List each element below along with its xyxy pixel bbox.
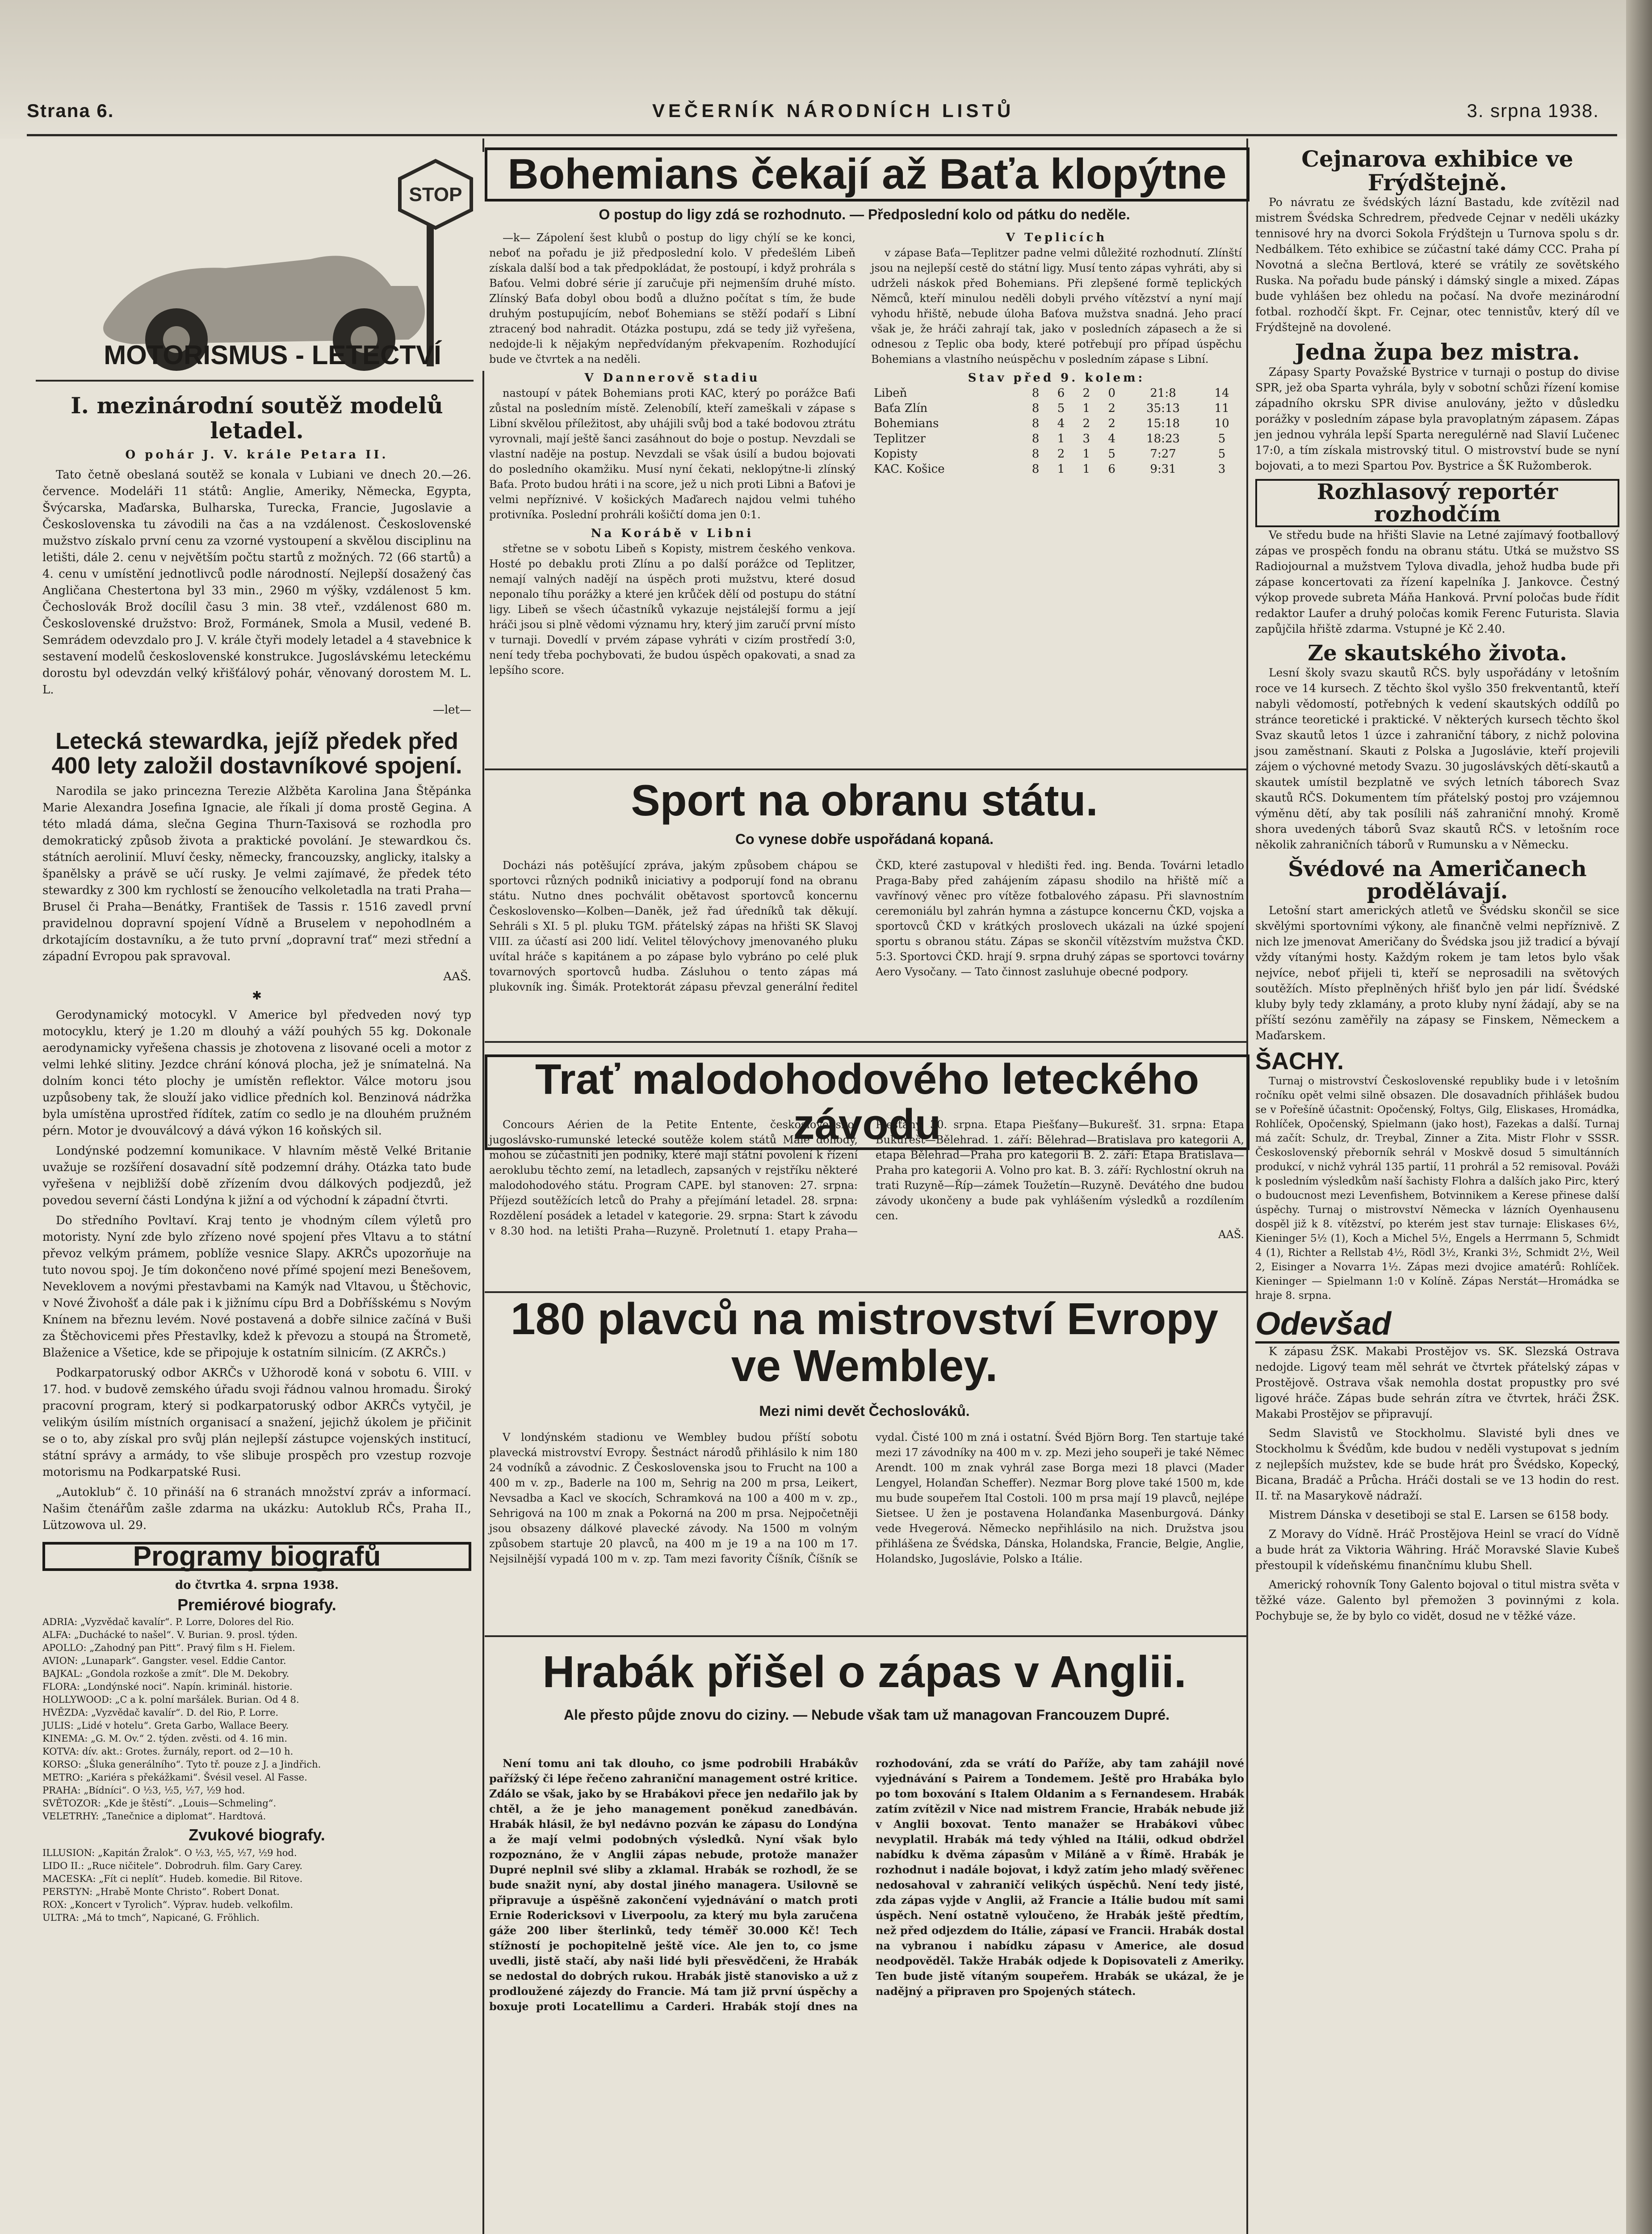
- standings-cell: 3: [1218, 462, 1226, 476]
- standings-cell: 2: [1108, 402, 1115, 415]
- standings-cell: 18:23: [1146, 432, 1180, 445]
- article-text: V londýnském stadionu ve Wembley budou příští sobotu plavecká mistrovství Evropy. Šestnáct národů přihlásilo k nim 180 24 vodníků a závodnic. Z Československa jsou to Frucht na 100 a 400 m v. zp., Baderle na 100 m, Sehrig na 200 m prsa, Leikert, Nevsadba a Kacl ve skocích, Schramková na 100 a 400 m v. zp., Sehrigová na 100 m znak a Pokorná na 200 m prsa. Nejpočetněji jsou obsazeny dálkové plavecké závody. Na 1500 m volným způsobem startuje 20 plavců, na 400 m je 19 a na 100 m 17. Nejsilnější vypadá 100 m v. zp. Tam mezi favority Číšník, Číšník se vydal. Čisté 100 m zná i ostatní. Švéd Björn Borg. Ten startuje také mezi 17 závodníky na 400 m v. zp. Mezi jeho soupeři je také Němec Arendt. 100 m znak vyhrál zase Borga mezi 18 plavci (Mader Lengyel, Holanďan Scheffer). Nezmar Borg plove také 1500 m, kde mu bude soupeřem Ital Costoli. 100 m prsa mají 19 plavců, nejlépe Sietsee. U žen je postavena Holanďanka Masenburgová. Dánky vede Hvegerová. Německo nepřihlásilo na nich. Družstva jsou přihlášena ze Švédska, Dánska, Holandska, Francie, Belgie, Anglie, Holandsko, Jugoslávie, Polsko a Itálie.: [489, 1431, 1244, 1565]
- cinema-listing: AVION: „Lunapark“. Gangster. vesel. Eddie Cantor.: [42, 1655, 286, 1667]
- headline-sport: Sport na obranu státu.: [631, 776, 1098, 825]
- standings-cell: 21:8: [1150, 386, 1176, 400]
- standings-cell: 8: [1031, 462, 1040, 476]
- subheadline-bohemians: O postup do ligy zdá se rozhodnuto. — Předposlední kolo od pátku do neděle.: [599, 206, 1130, 223]
- page-header: [27, 94, 1617, 130]
- sport-article: [489, 858, 1244, 995]
- air-race-article: [489, 1117, 1244, 1242]
- standings-row: [871, 386, 1242, 401]
- news-item: Gerodynamický motocykl. V Americe byl předveden nový typ motocyklu, který je 1.20 m dlouhý a váží pouhých 55 kg. Dokonale aerodynamicky vyřešena chassis je zhotovena z lisované oceli a motor z velmi lehké slitiny. Jezdce chrání kónová plocha, jež je snímatelná. Na dolním konci této plochy je umístěn reflektor. Válce motoru jsou uzpůsobeny tak, že slouží jako vidlice předních kol. Benzinová nádržka byla umístěna uprostřed řídítek, zatím co sedlo je na dlouhém pružném pérn. Motor je dvouválcový a dává výkon 16 koňských sil.: [42, 1008, 471, 1138]
- standings-cell: 4: [1057, 417, 1065, 430]
- standings-cell: 0: [1108, 386, 1115, 400]
- standings-cell: 8: [1031, 417, 1040, 430]
- standings-cell: 5: [1057, 402, 1065, 415]
- standings-cell: 1: [1082, 462, 1090, 476]
- section-rule: [36, 380, 474, 382]
- article-text: v zápase Baťa—Teplitzer padne velmi důležité rozhodnutí. Zlínští jsou na nejlepší cestě do státní ligy. Musí tento zápas vyhráti, aby si udrželi náskok před Bohemians. Při zlepšené formě teplických Němců, kteří minulou neděli dobyli prvého vítězství a nyní mají vyhodu hřiště, nebude úloha Baťova mužstva snadná. Jeho prací však je, že hráči zahrají tak, jako v posledních zápasech a že si odnesou z Teplic oba body, které potřebují pro případ úspěchu Bohemians a vlastního neúspěchu v posledním zápase s Libní.: [871, 247, 1242, 365]
- standings-cell: 6: [1108, 462, 1115, 476]
- article-text: nastoupí v pátek Bohemians proti KAC, který po porážce Baťi zůstal na posledním místě. Zelenobílí, kteří zameškali v zápase s Libní skvělou příležitost, aby uhájili svůj bod a také bodovou ztrátu vyrovnali, mají ještě šanci zasáhnout do boje o postup. Nevzdali se vlastní naděje na postup. Nevzdali se však úsilí a budou bojovati do posledního okamžiku. Musí nyní čekati, neklopýtne-li zlínský Baťa. Proto budou hráti i na score, jež u nich proti Libni a Baťovi je velmi nepříznivé. V košických Maďarech najdou velmi tuhého protivníka. Poslední prohráli košičtí doma jen 0:1.: [489, 387, 855, 521]
- subheadline-wembley: Mezi nimi devět Čechoslováků.: [759, 1403, 970, 1419]
- standings-cell: 1: [1057, 462, 1065, 476]
- standings-cell: 10: [1214, 417, 1229, 430]
- standings-cell: 8: [1031, 447, 1040, 461]
- news-item: Mistrem Dánska v desetiboji se stal E. Larsen se 6158 body.: [1269, 1508, 1609, 1521]
- cinema-listing: BAJKAL: „Gondola rozkoše a zmít“. Dle M. Dekobry.: [42, 1668, 289, 1680]
- column-divider-2: [1246, 139, 1248, 2234]
- page-edge: [1626, 0, 1652, 2234]
- standings-cell: 1: [1082, 402, 1090, 415]
- article-text: Letošní start amerických atletů ve Švédsku skončil se sice skvělými sportovními výkony, ale finančně velmi nepříznivě. Z nich lze jmenovat Američany do Švédska jsou již tradicí a bývají vždy vítanými hosty. Každým rokem je tam letos bylo však nejvíce, neboť přijeli ti, kteří se neprosadili na světových soutěžích. Místo přeplněných hřišť bylo jen pár lidí. Švédské kluby byly tedy zklamány, a proto kluby nyní žádají, aby se na příští sezónu zaměřily na zápasy se Finskem, Německem a Maďarskem.: [1255, 904, 1619, 1042]
- subheadline-sport: Co vynese dobře uspořádaná kopaná.: [735, 831, 994, 847]
- article-subtitle: O pohár J. V. krále Petara II.: [125, 448, 389, 462]
- standings-cell: 1: [1082, 447, 1090, 461]
- standings-cell: Teplitzer: [874, 432, 926, 445]
- standings-cell: 5: [1218, 432, 1226, 445]
- standings-cell: Baťa Zlín: [874, 402, 928, 415]
- standings-cell: 1: [1057, 432, 1065, 445]
- headline-hrabak: Hrabák přišel o zápas v Anglii.: [542, 1647, 1187, 1697]
- standings-cell: 2: [1108, 417, 1115, 430]
- standings-cell: 7:27: [1150, 447, 1176, 461]
- article-signature: AAŠ.: [1218, 1228, 1244, 1241]
- cinema-listing: PERSTYN: „Hrabě Monte Christo“. Robert Donat.: [42, 1886, 280, 1898]
- article-text: —k— Zápolení šest klubů o postup do ligy chýlí se ke konci, neboť na pořadu je již předposlední kolo. V předešlém Libeň získala další bod a tak předpokládat, že postoupí, i když prohrála s Baťou. Velmi dobré série jí zaručuje při nejmenším druhé místo. Zlínský Baťa dobyl obou bodů a dlužno počítat s tím, že bude druhým postupujícím, neboť Bohemians se stěží podaří s Libní ztracený bod nahradit. Otázka postupu, zdá se tedy již vyřešena, nedojde-li k nějakým nepředvídaným překvapením. Rozhodující bude ve čtvrtek a na neděli.: [489, 231, 855, 365]
- rule: [485, 1635, 1246, 1637]
- standings-row: [871, 401, 1242, 416]
- cinema-listing: ROX: „Koncert v Tyrolich“. Výprav. hudeb. velkofilm.: [42, 1899, 294, 1911]
- news-item: Americký rohovník Tony Galento bojoval o titul mistra světa v těžké váze. Galento byl přemožen 3 povinnými z kola. Pochybuje se, že by bylo co vidět, dosud ne v těžké váze.: [1255, 1578, 1619, 1622]
- article-title: I. mezinárodní soutěž modelů letadel.: [71, 392, 443, 444]
- issue-date: 3. srpna 1938.: [1467, 100, 1599, 121]
- bohemians-col-1: [489, 230, 855, 676]
- cinema-list: [42, 1616, 471, 1823]
- cinema-programs-title: Programy biografů: [42, 1542, 471, 1571]
- news-item: Londýnské podzemní komunikace. V hlavním městě Velké Britanie uvažuje se rozšíření dosavadní sítě podzemní dráhy. Otázka tato bude vyřešena v nejbližší době zřízením dvou dálkových podjezdů, jež povedou severní části Londýna k jižní a od východní k západní čtvrti.: [42, 1144, 471, 1208]
- standings-cell: Kopisty: [874, 447, 918, 461]
- headline-wembley: 180 plavců na mistrovství Evropy ve Wembley.: [510, 1294, 1219, 1391]
- cinema-date: do čtvrtka 4. srpna 1938.: [175, 1579, 339, 1592]
- cinema-listing: LIDO II.: „Ruce ničitele“. Dobrodruh. film. Gary Carey.: [42, 1860, 303, 1872]
- standings-cell: 5: [1108, 447, 1115, 461]
- right-column: [1255, 147, 1619, 1627]
- standings-cell: 2: [1082, 386, 1090, 400]
- premiere-heading: Premiérové biografy.: [177, 1596, 336, 1614]
- article-title: Letecká stewardka, jejíž předek před 400 lety založil dostavníkové spojení.: [51, 728, 462, 779]
- article-title: Odevšad: [1255, 1307, 1619, 1344]
- header-rule: [27, 134, 1617, 136]
- article-title: Rozhlasový reportér rozhodčím: [1255, 479, 1619, 528]
- standings-cell: 3: [1082, 432, 1090, 445]
- standings-cell: 4: [1108, 432, 1115, 445]
- article-text: Docházi nás potěšující zpráva, jakým způsobem chápou se sportovci různých podniků iniciativy a podporují fond na obranu státu. Nutno dnes pochválit obětavost sportovců koncernu Československo—Kolben—Daněk, jež řad úředníků tak děkují. Sehráli s XI. 5 pl. pluku TGM. přátelský zápas na hřišti SK Slavoj VIII. za účastí asi 200 lidí. Velitel tělovýchovy jmenovaného pluku uvítal hráče s kapitánem a po zápase bylo vybráno po celé pluk tovarnových sportovců hudba. Zásluhou o tento zápas má plukovník ing. Šimák. Protektorát zápasu převzal generální ředitel ČKD, které zastupoval v hledišti řed. ing. Benda. Továrni letadlo Praga-Baby před zahájením zápasu shodilo na hřiště míč a vavřínový věnec pro vítěze fotbalového zápasu. Při slavnostním ceremoniálu byl zahrán hymna a zástupce koncernu ČKD, vojska a sportovců ČKD v krátkých proslovech ukázali na úzké spojení sportu s obranou státu. Zápas se skončil vítězstvím mužstva ČKD. 5:3. Sportovci ČKD. hrají 9. srpna druhý zápas se sportovci továrny Aero Vysočany. — Tato činnost zasluhuje obecné podpory.: [489, 859, 1244, 993]
- cinema-listing: JULIS: „Lidé v hotelu“. Greta Garbo, Wallace Beery.: [42, 1720, 289, 1731]
- section-title: MOTORISMUS - LETECTVÍ: [104, 340, 441, 370]
- cinema-listing: METRO: „Kariéra s překážkami“. Švésil vesel. Al Fasse.: [42, 1772, 307, 1783]
- article-text: Concours Aérien de la Petite Entente, československo-jugoslávsko-rumunské letecké soutěže kolem států Malé dohody, mohou se zúčastniti jen podniky, které mají státní povolení k řízení aeroklubu těchto zemí, na letadlech, zapsaných v rejstříku některé malodohodového státu. Program CAPE. byl stanoven: 27. srpna: Příjezd soutěžících letců do Prahy a přejímání letadel. 28. srpna: Rozdělení posádek a letadel v kategorie. 29. srpna: Start k závodu v 8.30 hod. na letišti Praha—Ruzyně. Proletnutí 1. etapy Praha—Piešťany. 30. srpna. Etapa Piešťany—Bukurešť. 31. srpna: Etapa Bukurešť—Bělehrad. 1. září: Bělehrad—Bratislava pro kategorii A, etapa Bělehrad—Praha pro kategorii B. 2. září: Etapa Bratislava—Praha pro kategorii A. Volno pro kat. B. 3. září: Rychlostní okruh na trati Ruzyně—Říp—zámek Toužetín—Ruzyně. Devátého dne budou závody ukončeny a bude pak vyhlášením výsledků a rozdílením cen.: [489, 1118, 1244, 1237]
- left-column-articles: I. mezinárodní soutěž modelů letadel. O pohár J. V. krále Petara II. Tato četně obeslaná soutěž se konala v Lubiani ve dnech 20.—26. července. Modeláři 11 států: Anglie, Ameriky, Německa, Egypta, Švýcarska, Maďarska, Bulharska, Turecka, Francie, Jugoslavie a Československa tu závodili na čas a na vzdálenost. Československé mužstvo získalo první cenu za vzorné vystoupení a skvělou disciplinu na letišti, dále 2. cenu v největším počtu startů z možných. 72 (66 startů) a 4. cenu v umístění jednotlivců podle národností. Nejlepší dosažený čas Angličana Chestertona byl 33 min., 2960 m výšky, vzdálenost 5 km. Čechoslovák Brož docílil času 3 min. 38 vteř., vzdálenost 680 m. Československé družstvo: Brož, Formánek, Smola a Musil, vedené B. Semrádem odevzdalo pro J. V. krále čtyři modely letadel a 4 stavebnice k sestavení modelů československé konstrukce. Jugoslávskému leteckému dorostu byl odevzdán velký křišťálový pohár, věnovaný dorostem M. L. L. —let— Letecká stewardka, jejíž předek před 400 lety založil dostavníkové spojení. Narodila se jako princezna Terezie Alžběta Karolina Jana Štěpánka Marie Alexandra Josefina Ignacie, ale říkali jí doma prostě Gegina. A této mladá dáma, slečna Gegina Thurn-Taxisová se rozhodla pro demokratický způsob života a praktické povolání. Je stewardkou čs. státních aerolinií. Mluví česky, německy, francouzsky, anglicky, italsky a španělsky a právě se učí rusky. Je velmi zajímavé, že předek této stewardky z 300 km rychlostí se ženoucího velkoletadla na trati Praha—Brusel či Praha—Benátky, František de Tassis r. 1516 zavedl první pravidelnou dopravní spojení Vídně a Bruselem v nepohodlném a drkotajícím dostavníku, a že tuto první „dopravní trať“ mezi střední a západní Evropou pak spravoval. AAŠ. ✱ Gerodynamický motocykl. V Americe byl předveden nový typ motocyklu, který je 1.20 m dlouhý a váží pouhých 55 kg. Dokonale aerodynamicky vyřešena chassis je zhotovena z lisované oceli a motor z velmi lehké slitiny. Jezdce chrání kónová plocha, jež je snímatelná. Na dolním konci této plochy je umístěn reflektor. Válce motoru jsou uzpůsobeny tak, že slouží jako vidlice předních kol. Benzinová nádržka byla umístěna uprostřed řídítek, zatím co sedlo je na dlouhém pružném pérn. Motor je dvouválcový a dává výkon 16 koňských sil. Londýnské podzemní komunikace. V hlavním městě Velké Britanie uvažuje se rozšíření dosavadní sítě podzemní dráhy. Otázka tato bude vyřešena v nejbližší době zřízením dvou dálkových podjezdů, jež povedou severní části Londýna k jižní a od východní k západní čtvrti. Do středního Povltaví. Kraj tento je vhodným cílem výletů pro motoristy. Nyní zde bylo zřízeno nové spojení přes Vltavu a to státní převoz velkým prámem, poblíže vesnice Slapy. AKRČs upozorňuje na tuto novou spoj. Je tím dokončeno nové přímé spojení mezi Benešovem, Neveklovem a novými přestavbami na Kamýk nad Vltavou, u Štěchovic, v Nové Živohošť a dále pak i k jižnímu cípu Brd a Dobříšskému s Novým Knínem na březnu levém. Nové postavená a dobře silnice začíná v Buši za Štěchovicemi přes Přestavlky, kdež k převozu a stoupá na Štrometě, Blaženice a Všetice, kde se připojuje k ostatním silnicím. (Z AKRČs.) Podkarpatoruský odbor AKRČs v Užhorodě koná v sobotu 6. VIII. v 17. hod. v budově zemského úřadu svoji řádnou valnou hromadu. Široký pracovní program, který si podkarpatoruský odbor AKRČs vytyčil, je velikým úsilím místních organisací a snažení, jejichž úkolem je přičinit se o to, aby získal pro svůj plán nejlepší zástupce vojenských institucí, státní správy a armády, to vše slibuje prospěch pro vzestup rozvoje motorismu na Podkarpatské Rusi. „Autoklub“ č. 10 přináší na 6 stranách množství zpráv a informací. Našim čtenářům zašle zdarma na ukázku: Autoklub RČs, Praha II., Lützowova ul. 29. Programy biografů do čtvrtka 4. srpna 1938. Premiérové biografy. ADRIA: „Vyzvědač kavalír“. P. Lorre, Dolores del Rio. ALFA: „Duchácké to našel“. V. Burian. 9. prosl. týden. APOLLO: „Zahodný pan Pitt“. Pravý film s H. Fielem. AVION: „Lunapark“. Gangster. vesel. Eddie Cantor. BAJKAL: „Gondola rozkoše a zmít“. Dle M. Dekobry. FLORA: „Londýnské noci“. Napín. kriminál. historie. HOLLYWOOD: „C a k. polní maršálek. Burian. Od 4 8. HVĚZDA: „Vyzvědač kavalír“. D. del Rio, P. Lorre. JULIS: „Lidé v hotelu“. Greta Garbo, Wallace Beery. KINEMA: „G. M. Ov.“ 2. týden. zvěsti. od 4. 16 min. KOTVA: dív. akt.: Grotes. žurnály, report. od 2—10 h. KORSO: „Šluka generálního“. Tyto tř. pouze z J. a Jindřich. METRO: „Kariéra s překážkami“. Švésil vesel. Al Fasse. PRAHA: „Bídníci“. O ½3, ½5, ½7, ½9 hod. SVĚTOZOR: „Kde je štěstí“. „Louis—Schmeling“. VELETRHY: „Tanečnice a diplomat“. Hardtová. Zvukové biografy. ILLUSION: „Kapitán Žralok“. O ½3, ½5, ½7, ½9 hod. LIDO II.: „Ruce ničitele“. Dobrodruh. film. Gary Carey. MACESKA: „Fít ci neplít“. Hudeb. komedie. Bil Ritove. PERSTYN: „Hrabě Monte Christo“. Robert Donat. ROX: „Koncert v Tyrolich“. Výprav. hudeb. velkofilm. ULTRA: „Má to tmch“, Napicané, G. Fröhlich.: [42, 389, 471, 1924]
- cinema-list-2: [42, 1847, 471, 1924]
- article-signature: AAŠ.: [443, 970, 471, 984]
- news-item: Podkarpatoruský odbor AKRČs v Užhorodě koná v sobotu 6. VIII. v 17. hod. v budově zemského úřadu svoji řádnou valnou hromadu. Široký pracovní program, který si podkarpatoruský odbor AKRČs vytyčil, je velikým úsilím místních organisací a snažení, jejichž úkolem je přičinit se o to, aby získal pro svůj plán nejlepší zástupce vojenských institucí, státní správy a armády, to vše slibuje prospěch pro vzestup rozvoje motorismu na Podkarpatské Rusi.: [42, 1366, 471, 1479]
- cinema-listing: ULTRA: „Má to tmch“, Napicané, G. Fröhlich.: [42, 1912, 260, 1923]
- standings-cell: 15:18: [1146, 417, 1180, 430]
- cinema-listing: KINEMA: „G. M. Ov.“ 2. týden. zvěsti. od 4. 16 min.: [42, 1733, 287, 1744]
- standings-cell: 2: [1082, 417, 1090, 430]
- standings-cell: 6: [1057, 386, 1065, 400]
- standings-row: [871, 446, 1242, 462]
- rule: [485, 1291, 1246, 1293]
- cinema-listing: KORSO: „Šluka generálního“. Tyto tř. pouze z J. a Jindřich.: [42, 1759, 321, 1770]
- rule: [485, 768, 1246, 770]
- cinema-listing: MACESKA: „Fít ci neplít“. Hudeb. komedie. Bil Ritove.: [42, 1873, 303, 1885]
- cinema-listing: HOLLYWOOD: „C a k. polní maršálek. Burian. Od 4 8.: [42, 1694, 299, 1705]
- standings-cell: Bohemians: [874, 417, 939, 430]
- cinema-listing: SVĚTOZOR: „Kde je štěstí“. „Louis—Schmeling“.: [42, 1798, 277, 1809]
- news-item: „Autoklub“ č. 10 přináší na 6 stranách množství zpráv a informací. Našim čtenářům zašle zdarma na ukázku: Autoklub RČs, Praha II., Lützowova ul. 29.: [42, 1486, 471, 1533]
- news-item: Z Moravy do Vídně. Hráč Prostějova Heinl se vrací do Vídně a bude hrát za Viktoria Währing. Hráč Moravské Slavie Kubeš přestoupil k vídeňskému finančnímu klubu Shell.: [1255, 1527, 1619, 1572]
- hrabak-article: [489, 1756, 1244, 2014]
- standings-row: [871, 462, 1242, 477]
- article-text: Ve středu bude na hřišti Slavie na Letné zajímavý footballový zápas ve prospěch fondu na obranu státu. Utká se mužstvo SS Radiojournal a mužstvem Tylova divadla, jehož hudba bude při zápase koncertovati za řízení kapelníka J. Jankovce. Čestný výkop provede subreta Máňa Hanková. První poločas bude řídit redaktor Laufer a druhý poločas komik Ferenc Futurista. Slavia zapůjčila hřiště zdarma. Vstupné je Kč 2.40.: [1255, 529, 1619, 636]
- standings-cell: 8: [1031, 432, 1040, 445]
- standings-table: [871, 386, 1242, 477]
- article-text: Narodila se jako princezna Terezie Alžběta Karolina Jana Štěpánka Marie Alexandra Josefina Ignacie, ale říkali jí doma prostě Gegina. A této mladá dáma, slečna Gegina Thurn-Taxisová se rozhodla pro demokratický způsob života a praktické povolání. Je stewardkou čs. státních aerolinií. Mluví česky, německy, francouzsky, anglicky, italsky a španělsky a právě se učí rusky. Je velmi zajímavé, že předek této stewardky z 300 km rychlostí se ženoucího velkoletadla na trati Praha—Brusel či Praha—Benátky, František de Tassis r. 1516 zavedl první pravidelnou dopravní spojení Vídně a Bruselem v nepohodlném a drkotajícím dostavníku, a že tuto první „dopravní trať“ mezi střední a západní Evropou pak spravoval.: [42, 785, 471, 964]
- cinema-listing: HVĚZDA: „Vyzvědač kavalír“. D. del Rio, P. Lorre.: [42, 1707, 279, 1718]
- article-signature: —let—: [432, 703, 471, 717]
- standings-cell: KAC. Košice: [874, 462, 945, 476]
- page-number: Strana 6.: [27, 100, 114, 121]
- motorsport-illustration: [78, 152, 494, 371]
- standings-cell: 8: [1031, 386, 1040, 400]
- article-text: Po návratu ze švédských lázní Bastadu, kde zvítězil nad mistrem Švédska Schredrem, předvede Cejnar v neděli ukázky tennisové hry na dvorci Sokola Frýdštejn u Turnova spolu s dr. Nedbálkem. Této exhibice se zúčastní také dámy CCC. Praha pí Novotná a slečna Bertlová, které se vrátily ze sovětského Ruska. Na pořadu bude pánský i dámský single a mixed. Zápas bude vyhlášen bez ohledu na počasí. Na dvoře mezinárodní fotbal. rozhodčí škpt. Fr. Cejnar, otec tennistův, který díl ve Frýdštejně na dovolené.: [1255, 196, 1619, 334]
- standings-row: [871, 416, 1242, 431]
- news-item: K zápasu ŽSK. Makabi Prostějov vs. SK. Slezská Ostrava nedojde. Ligový team měl sehrát ve čtvrtek přátelský zápas v Prostějově. Ostrava však nemohla dostat propustky pro své ligové hráče. Zápas bude sehrán zítra ve čtvrtek, hráči ŽSK. Makabi Prostějov se připravují.: [1255, 1344, 1619, 1420]
- subheadline-hrabak: Ale přesto půjde znovu do ciziny. — Nebude však tam už managovan Francouzem Dupré.: [563, 1707, 1170, 1723]
- subhead: V Teplicích: [1006, 231, 1107, 244]
- column-divider-1: [482, 139, 484, 2234]
- cinema-listing: ADRIA: „Vyzvědač kavalír“. P. Lorre, Dolores del Rio.: [42, 1617, 294, 1628]
- standings-row: [871, 431, 1242, 446]
- bohemians-col-2: [871, 230, 1242, 477]
- article-text: Lesní školy svazu skautů RČS. byly uspořádány v letošním roce ve 14 kursech. Z těchto škol vyšlo 350 frekventantů, kteří nabyli vědomostí, potřebných k vedení skautských oddílů po stránce teoretické i praktické. V některých kursech těchto škol Svaz skautů letos 1 úzce i zahraniční tábory, z nichž polovina jsou zaměstnaní. Skauti z Polska a Jugoslávie, kteří projevili zájem o výchovné metody Svazu. 30 jugoslávských dětí-skautů a skautek umístil bezplatně ve svých letních táborech Svaz skautů RČS. Dokumentem tím přátelský postoj pro vzájemnou výměnu dětí, aby tak posílili náš zahraniční mnohý. Kromě shora uvedených táborů Svaz skautů RČS. v letošním roce několik zahraničních táborů v Rumunsku a v Německu.: [1255, 666, 1619, 851]
- standings-cell: 14: [1214, 386, 1229, 400]
- standings-cell: 2: [1057, 447, 1065, 461]
- article-text: Není tomu ani tak dlouho, co jsme podrobili Hrabákův pařížský či lépe řečeno zahraniční management ostré kritice. Zdálo se však, jako by se Hrabákovi přece jen nedařilo jak by chtěl, a že je jeho management poněkud zanedbáván. Hrabák hlásil, že byl nedávno pozván ke zápasu do Londýna a že mají velmi podobných výsledků. Nyní však bylo rozpoznáno, že v Anglii zápas nebude, protože manažer Dupré neplnil své sliby a zklamal. Hrabák se rozhodl, že se bude snažit nyní, aby dostal jiného managera. Usilovně se připravuje a úspěšně zakončení vyjednávání o match proti Ernie Rodericksovi v Liverpoolu, za který mu byla zaručena gáže 200 liber šterlinků, tedy téměř 30.000 Kč! Tech stížností je pochopitelně ještě více. Ale jen to, co jsme uvedli, jistě stačí, aby naši lidé byli přesvědčeni, že Hrabák se nedostal do dobrých rukou. Hrabák jistě stanovisko a už z prodloužené zájezdy do Francie. Má tam již první úspěchy a boxuje proti Locatellimu a Carderi. Hrabák stojí dnes na rozhodování, zda se vrátí do Paříže, aby tam zahájil nové vyjednávání s Pairem a Tondemem. Ještě pro Hrabáka bylo po tom boxování s Italem Oldanim a s Fernandesem. Hrabák zatím zvítězil v Nice nad mistrem Francie, Hrabák nebude již v Anglii boxovat. Tento manažer se Hrabákovi vůbec nevyplatil. Hrabák má tedy výhled na Itálii, odkud obdržel nabídku k dvěma zápasům v Miláně a v Římě. Hrabák je rozhodnut i nadále bojovat, i když zatím jeho mladý svěřenec nedosahoval v zahraničí velikých úspěchů. Není tedy jisté, zda zápas vyjde v Anglii, až Francie a Itálie budou mít sami úspěch. Není ostatně vyloučeno, že Hrabák ještě předtím, než před odjezdem do Itálie, zápasí ve Francii. Hrabák dostal na vybranou i nabídku zápasu v Americe, ale dosud neodpověděl. Takže Hrabák odjede k Dopisovateli z Ameriky. Ten bude jistě vítaným soupeřem. Hrabák se ukázal, že je nadějný a připraven pro Spojených státech.: [489, 1757, 1244, 2013]
- article-title: ŠACHY.: [1255, 1048, 1344, 1075]
- newspaper-title: VEČERNÍK NÁRODNÍCH LISTŮ: [652, 100, 1015, 121]
- news-item: Sedm Slavistů ve Stockholmu. Slavisté byli dnes ve Stockholmu k Švédům, kde budou v neděli vystupovat s jedním z nejlepších mužstev, kde se bude hrát pro Švédsko, Kopecký, Bicana, Bradáč a Průcha. Hráči dostali se ve 13 hodin do rest. II. tř. na Masarykově nádraží.: [1255, 1426, 1619, 1502]
- subhead: Na Korábě v Libni: [591, 527, 754, 540]
- cinema-listing: KOTVA: dív. akt.: Grotes. žurnály, report. od 2—10 h.: [42, 1746, 294, 1757]
- subhead: V Dannerově stadiu: [584, 371, 760, 385]
- article-text: Tato četně obeslaná soutěž se konala v Lubiani ve dnech 20.—26. července. Modeláři 11 států: Anglie, Ameriky, Německa, Egypta, Švýcarska, Maďarska, Bulharska, Turecka, Francie, Jugoslavie a Československa tu závodili na čas a na vzdálenost. Československé mužstvo získalo první cenu za vzorné vystoupení a skvělou disciplinu na letišti, dále 2. cenu v největším počtu startů z možných. 72 (66 startů) a 4. cenu v umístění jednotlivců podle národností. Nejlepší dosažený čas Angličana Chestertona byl 33 min., 2960 m výšky, vzdálenost 5 km. Čechoslovák Brož docílil času 3 min. 38 vteř., vzdálenost 680 m. Československé družstvo: Brož, Formánek, Smola a Musil, vedené B. Semrádem odevzdalo pro J. V. krále čtyři modely letadel a 4 stavebnice k sestavení modelů československé konstrukce. Jugoslávskému leteckému dorostu byl odevzdán velký křišťálový pohár, věnovaný dorostem M. L. L.: [42, 468, 471, 697]
- cinema-listing: PRAHA: „Bídníci“. O ½3, ½5, ½7, ½9 hod.: [42, 1785, 245, 1796]
- headline-air-race: Trať malodohodového leteckého závodu: [485, 1054, 1249, 1150]
- rule: [485, 1041, 1246, 1043]
- article-title: Jedna župa bez mistra.: [1295, 339, 1580, 365]
- news-item: Do středního Povltaví. Kraj tento je vhodným cílem výletů pro motoristy. Nyní zde bylo zřízeno nové spojení přes Vltavu a to státní převoz velkým prámem, poblíže vesnice Slapy. AKRČs upozorňuje na tuto novou spoj. Je tím dokončeno nové přímé spojení mezi Benešovem, Neveklovem a novými přestavbami na Kamýk nad Vltavou, u Štěchovic, v Nové Živohošť a dále pak i k jižnímu cípu Brd a Dobříšskému s Novým Knínem na březnu levém. Nové postavená a dobře silnice začíná v Buši za Štěchovicemi přes Přestavlky, kdež k převozu a stoupá na Štrometě, Blaženice a Všetice, kde se připojuje k ostatním silnicím. (Z AKRČs.): [42, 1214, 471, 1360]
- wembley-article: [489, 1430, 1244, 1568]
- article-title: Švédové na Američanech prodělávají.: [1288, 856, 1587, 904]
- cinema-listing: ALFA: „Duchácké to našel“. V. Burian. 9. prosl. týden.: [42, 1629, 298, 1641]
- cinema-listing: ILLUSION: „Kapitán Žralok“. O ½3, ½5, ½7, ½9 hod.: [42, 1848, 297, 1859]
- standings-cell: 8: [1031, 402, 1040, 415]
- standings-title: Stav před 9. kolem:: [968, 371, 1145, 385]
- cinema-listing: VELETRHY: „Tanečnice a diplomat“. Hardtová.: [42, 1811, 266, 1822]
- cinema-listing: FLORA: „Londýnské noci“. Napín. kriminál. historie.: [42, 1681, 293, 1692]
- cinema-listing: APOLLO: „Zahodný pan Pitt“. Pravý film s H. Fielem.: [42, 1642, 295, 1654]
- standings-cell: 9:31: [1150, 462, 1176, 476]
- sound-heading: Zvukové biografy.: [189, 1826, 325, 1844]
- article-text: Turnaj o mistrovství Československé republiky bude i v letošním ročníku opět velmi silně obsazen. Dle dosavadních přihlášek budou se v Pořešíně účastnit: Opočenský, Foltys, Gilg, Eliskases, Hromádka, Rohlíček, Opočenský, Spielmann (jako host), Fazekas a další. Turnaj má začít: Schulz, dr. Treybal, Zinner a Zita. Mistr Flohr v SSSR. Československý přeborník sehrál v Moskvě dosud 5 simultánních produkcí, v nichž vyhrál 135 partií, 11 prohrál a 52 remisoval. Pováži k posledním výsledkům naší šachisty Flohra a dalších jako Pirc, který o budoucnost mezi Levenfishem, Botvinnikem a Kerese přinese další úspěchy. Turnaj o mistrovství Německa v lázních Oyenhausenu dospěl již k 8. vítězství, po kterém jest stav turnaje: Eliskases 6½, Kieninger 5½ (1), Koch a Michel 5½, Engels a Herrmann 5, Schmidt 4 (1), Richter a Rellstab 4½, Rödl 3½, Kranki 3½, Schmidt 2½, Weil 2, Eisinger a Novarra 1½. Zápas mezi dvojice amatérů: Rohlíček. Kieninger — Spielmann 1:0 v Kolíně. Zápas Nerstát—Hromádka se hraje 8. srpna.: [1255, 1075, 1619, 1302]
- article-text: Zápasy Sparty Považské Bystrice v turnaji o postup do divise SPR, jež oba Sparta vyhrála, byly v sobotní schůzi řízení komise západního okrsku SPR divise anulovány, ježto v důsledku porážky v posledním zápase byla pravoplatným zápasem. Zápas jen jednou vyhrála lepší Sparta neregulérně nad Slavií Lučenec 17:0, a tím získala mistrovský titul. O mistrovství bude se nyní bojovati, a to mezi Spartou Pov. Bystrice a ŠK Ružomberok.: [1255, 365, 1619, 472]
- article-text: střetne se v sobotu Libeň s Kopisty, mistrem českého venkova. Hosté po debaklu proti Zlínu a po další porážce od Teplitzer, nemají valných nadějí na úspěch proti mužstvu, které dosud neponalo tíhu porážky a které jen krůček dělí od postupu do státní ligy. Libeň se všech účastníků vykazuje nejstálejší formu a její hráči jsou si plně vědomi významu hry, který jim zaručí první místo v turnaji. Dovedlí v prvém zápase vyhráti v cizím prostředí 3:0, není tedy třeba pochybovati, že budou úspěch opakovati, a snad za lepšího score.: [489, 542, 855, 676]
- standings-cell: 5: [1218, 447, 1226, 461]
- stop-sign-label: STOP: [409, 184, 462, 206]
- article-title: Ze skautského života.: [1308, 641, 1567, 666]
- article-title: Cejnarova exhibice ve Frýdštejně.: [1301, 146, 1573, 196]
- standings-cell: Libeň: [874, 386, 907, 400]
- standings-cell: 11: [1214, 402, 1229, 415]
- standings-cell: 35:13: [1146, 402, 1180, 415]
- headline-bohemians: Bohemians čekají až Baťa klopýtne: [485, 147, 1249, 202]
